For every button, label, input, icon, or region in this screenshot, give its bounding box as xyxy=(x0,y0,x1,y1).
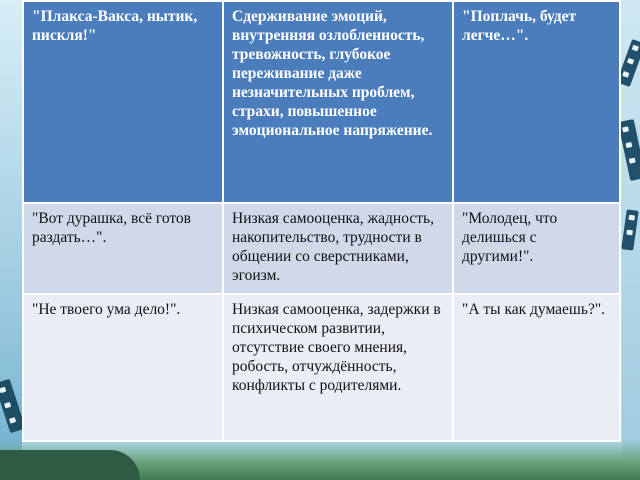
content-table-container xyxy=(22,0,619,442)
table-header-row xyxy=(23,1,620,203)
table-cell: "Не твоего ума дело!". xyxy=(23,294,223,441)
table-cell: "Молодец, что делишься с другими!". xyxy=(453,203,620,294)
parenting-phrases-table xyxy=(22,0,621,442)
table-cell: "А ты как думаешь?". xyxy=(453,294,620,441)
table-cell: Низкая самооценка, задержки в психическом развитии, отсутствие своего мнения, робость, отчуждённость, конфликты с родителями. xyxy=(223,294,453,441)
table-row xyxy=(23,203,620,294)
table-cell: Низкая самооценка, жадность, накопительство, трудности в общении со сверстниками, эгоизм. xyxy=(223,203,453,294)
table-cell: "Поплачь, будет легче…". xyxy=(453,1,620,203)
table-cell: "Плакса-Вакса, нытик, пискля!" xyxy=(23,1,223,203)
table-row xyxy=(23,294,620,441)
table-cell: Сдерживание эмоций, внутренняя озлобленность, тревожность, глубокое переживание даже незначительных проблем, страхи, повышенное эмоциональное напряжение. xyxy=(223,1,453,203)
table-cell: "Вот дурашка, всё готов раздать…". xyxy=(23,203,223,294)
background-ground-shadow xyxy=(0,450,140,480)
